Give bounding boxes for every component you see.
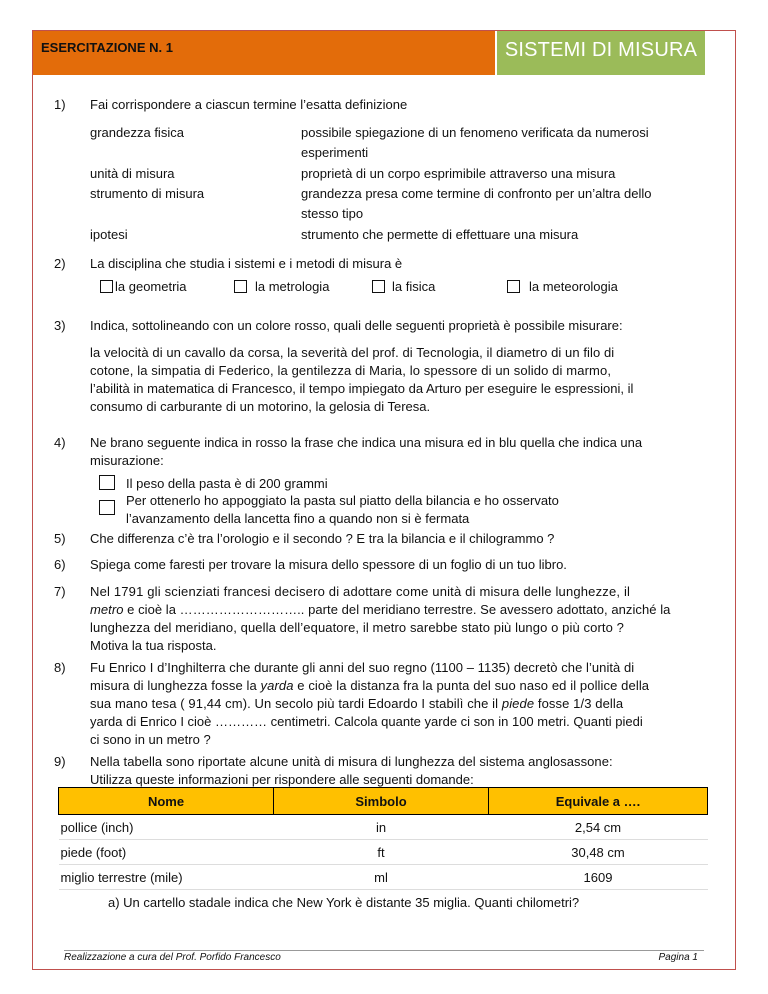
table-header: Equivale a …. <box>489 788 708 815</box>
q1-definition: strumento che permette di effettuare una misura <box>301 227 579 242</box>
exercise-header <box>33 31 495 75</box>
table-cell: in <box>274 815 489 840</box>
q1-definition: proprietà di un corpo esprimibile attraverso una misura <box>301 166 616 181</box>
table-row <box>59 865 708 890</box>
table-cell: ft <box>274 840 489 865</box>
q8-text-part: fosse 1/3 della <box>534 696 624 711</box>
table-cell: 2,54 cm <box>489 815 708 840</box>
q3-text: Indica, sottolineando con un colore rosso, quali delle seguenti proprietà è possibile misurare: <box>90 318 623 333</box>
table-header: Nome <box>59 788 274 815</box>
q2-text: La disciplina che studia i sistemi e i metodi di misura è <box>90 256 403 271</box>
exercise-title: ESERCITAZIONE N. 1 <box>41 40 173 55</box>
q8-text-part: sua mano tesa ( 91,44 cm). Un secolo più tardi Edoardo I stabilì che il <box>90 696 502 711</box>
q2-checkbox[interactable] <box>100 280 113 293</box>
q2-option: la geometria <box>115 279 187 294</box>
units-table <box>58 787 708 890</box>
footer-author: Realizzazione a cura del Prof. Porfido Francesco <box>64 952 281 963</box>
q8-text <box>90 695 623 713</box>
q4-checkbox[interactable] <box>99 475 115 490</box>
q4-checkbox[interactable] <box>99 500 115 515</box>
q2-option: la metrologia <box>255 279 330 294</box>
page-number: Pagina 1 <box>658 952 698 963</box>
q2-number: 2) <box>54 256 66 271</box>
q6-text: Spiega come faresti per trovare la misura dello spessore di un foglio di un tuo libro. <box>90 557 567 572</box>
q2-checkbox[interactable] <box>234 280 247 293</box>
q2-checkbox[interactable] <box>507 280 520 293</box>
q9-text: Nella tabella sono riportate alcune unità di misura di lunghezza del sistema anglosassone: <box>90 754 613 769</box>
table-header-row <box>59 788 708 815</box>
table-cell: pollice (inch) <box>59 815 274 840</box>
q4-text: Ne brano seguente indica in rosso la frase che indica una misura ed in blu quella che indica una <box>90 435 643 450</box>
q2-checkbox[interactable] <box>372 280 385 293</box>
q3-passage-line: la velocità di un cavallo da corsa, la severità del prof. di Tecnologia, il diametro di un filo di <box>90 345 615 360</box>
q5-text: Che differenza c’è tra l’orologio e il secondo ? E tra la bilancia e il chilogrammo ? <box>90 531 555 546</box>
q3-number: 3) <box>54 318 66 333</box>
q8-text-part: e cioè la distanza fra la punta del suo naso ed il pollice della <box>293 678 650 693</box>
topic-title: SISTEMI DI MISURA <box>504 39 698 61</box>
q1-definition: grandezza presa come termine di confronto per un’altra dello <box>301 186 652 201</box>
footer-divider <box>64 950 704 951</box>
q7-text: lunghezza del meridiano, quella dell’equatore, il metro sarebbe stato più lungo o più corto ? <box>90 620 624 635</box>
q6-number: 6) <box>54 557 66 572</box>
q4-number: 4) <box>54 435 66 450</box>
q1-text: Fai corrispondere a ciascun termine l’esatta definizione <box>90 97 408 112</box>
q1-term: ipotesi <box>90 227 128 242</box>
q8-text: yarda di Enrico I cioè ………… centimetri. Calcola quante yarde ci son in 100 metri. Quanti piedi <box>90 714 643 729</box>
q8-term: piede <box>501 696 535 711</box>
q9-subquestion: a) Un cartello stadale indica che New York è distante 35 miglia. Quanti chilometri? <box>108 895 580 910</box>
q2-option: la meteorologia <box>529 279 618 294</box>
q4-option: Il peso della pasta è di 200 grammi <box>126 476 328 491</box>
table-header: Simbolo <box>274 788 489 815</box>
table-cell: miglio terrestre (mile) <box>59 865 274 890</box>
table-cell: 30,48 cm <box>489 840 708 865</box>
topic-header <box>495 31 705 75</box>
q8-text-part: misura di lunghezza fosse la <box>90 678 261 693</box>
table-cell: piede (foot) <box>59 840 274 865</box>
q1-definition: esperimenti <box>301 145 369 160</box>
q3-passage-line: consumo di carburante di un motorino, la gelosia di Teresa. <box>90 399 431 414</box>
q8-text: ci sono in un metro ? <box>90 732 211 747</box>
table-row <box>59 840 708 865</box>
q4-option: Per ottenerlo ho appoggiato la pasta sul piatto della bilancia e ho osservato <box>126 493 559 508</box>
q7-number: 7) <box>54 584 66 599</box>
q7-text-rest: e cioè la ……………………….. parte del meridiano terrestre. Se avessero adottato, anziché la <box>123 602 671 617</box>
q4-option: l’avanzamento della lancetta fino a quando non si è fermata <box>126 511 470 526</box>
q3-passage-line: l’abilità in matematica di Francesco, il tempo impiegato da Arturo per eseguire le espressioni, il <box>90 381 634 396</box>
q5-number: 5) <box>54 531 66 546</box>
table-cell: ml <box>274 865 489 890</box>
q1-definition: stesso tipo <box>301 206 364 221</box>
q1-term: grandezza fisica <box>90 125 184 140</box>
q4-text: misurazione: <box>90 453 164 468</box>
q8-text <box>90 677 649 695</box>
q1-definition: possibile spiegazione di un fenomeno verificata da numerosi <box>301 125 649 140</box>
q7-text <box>90 601 670 619</box>
q7-text: Motiva la tua risposta. <box>90 638 217 653</box>
table-cell: 1609 <box>489 865 708 890</box>
q8-text: Fu Enrico I d’Inghilterra che durante gli anni del suo regno (1100 – 1135) decretò che l’unità di <box>90 660 635 675</box>
q9-number: 9) <box>54 754 66 769</box>
q1-number: 1) <box>54 97 66 112</box>
q9-text: Utilizza queste informazioni per rispondere alle seguenti domande: <box>90 772 474 787</box>
q3-passage-line: cotone, la simpatia di Federico, la gentilezza di Maria, lo spessore di un solido di marmo, <box>90 363 612 378</box>
q1-term: strumento di misura <box>90 186 205 201</box>
q8-term: yarda <box>260 678 294 693</box>
q2-option: la fisica <box>392 279 436 294</box>
q7-text: Nel 1791 gli scienziati francesi decisero di adottare come unità di misura delle lunghezze, il <box>90 584 631 599</box>
q8-number: 8) <box>54 660 66 675</box>
table-row <box>59 815 708 840</box>
q7-term: metro <box>90 602 124 617</box>
q1-term: unità di misura <box>90 166 175 181</box>
